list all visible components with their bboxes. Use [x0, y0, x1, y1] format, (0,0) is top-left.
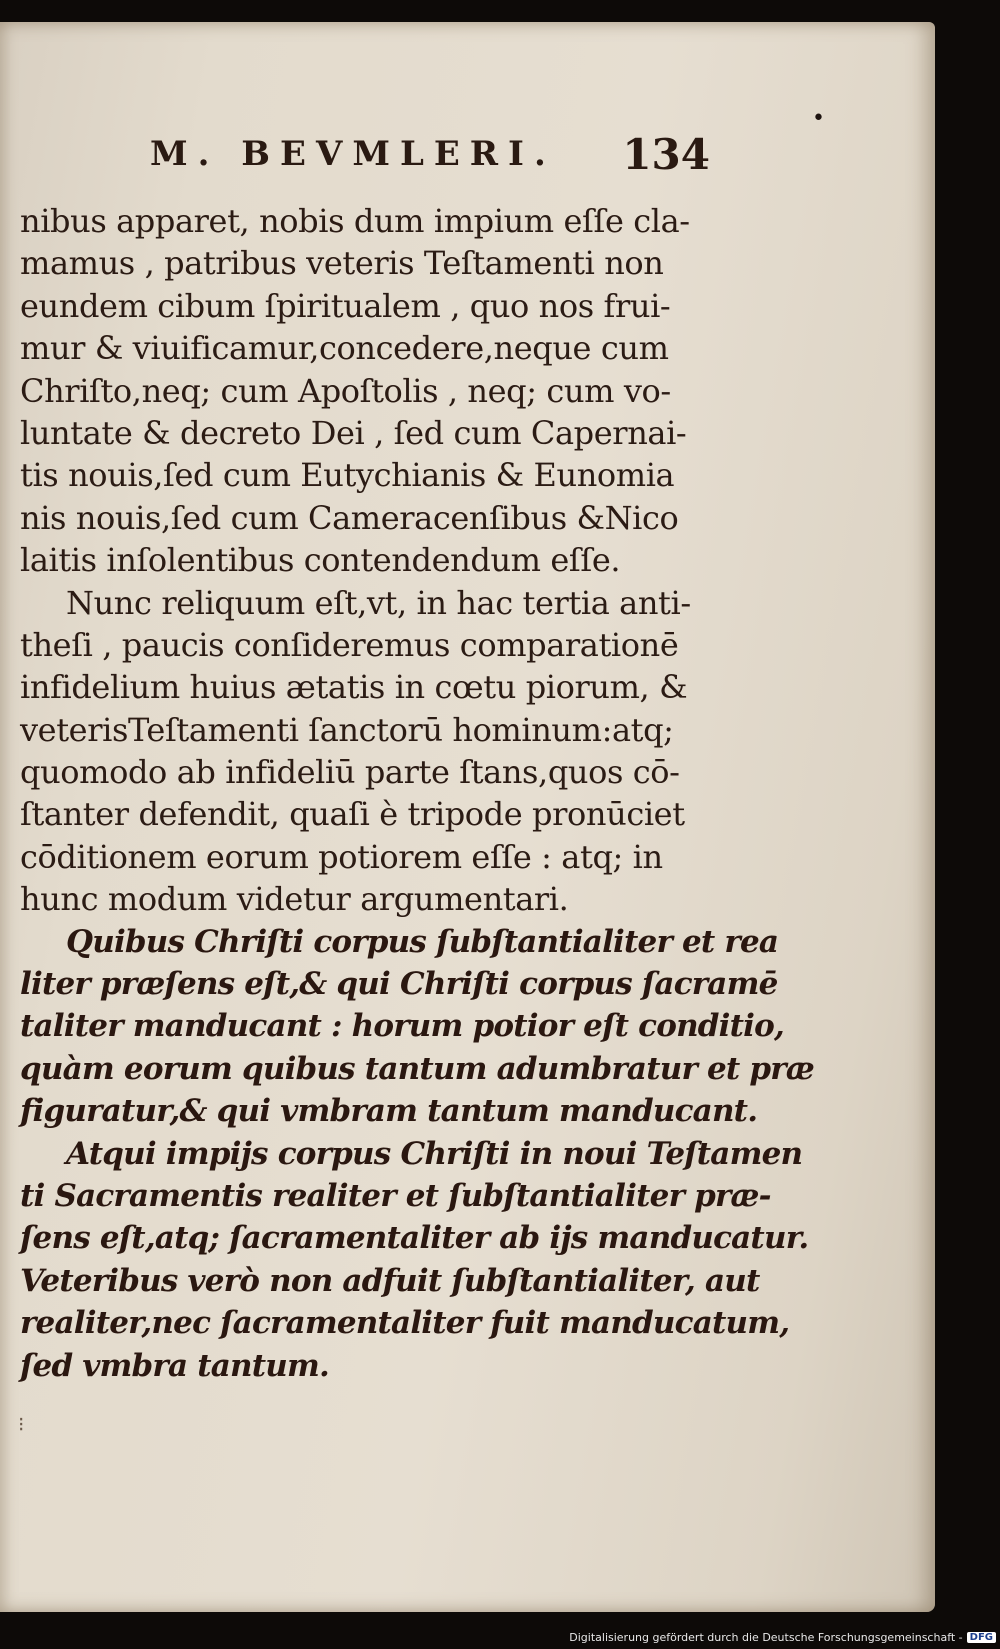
text-line: cōditionem eorum potiorem eſſe : atq; in [20, 837, 663, 876]
text-line: nibus apparet, nobis dum impium eſſe cla- [20, 202, 690, 240]
text-line: tis nouis,ſed cum Eutychianis & Eunomia [20, 456, 675, 495]
text-line: liter præſens eſt,& qui Chriſti corpus ſacramē [20, 966, 778, 1003]
stray-mark: ⁝ [18, 1412, 25, 1436]
running-title: M. BEVMLERI. [150, 134, 556, 174]
text-line: nis nouis,ſed cum Cameracenſibus &Nico [20, 498, 679, 537]
text-line: ſed vmbra tantum. [20, 1347, 330, 1384]
body-text [20, 200, 814, 1387]
text-line: Chriſto,neq; cum Apoſtolis , neq; cum vo- [20, 371, 671, 410]
running-head [150, 130, 710, 194]
text-line: quomodo ab infideliū parte ſtans,quos cō- [20, 753, 680, 792]
text-line: laitis inſolentibus contendendum eſſe. [20, 541, 621, 580]
text-line: luntate & decreto Dei , ſed cum Capernai- [20, 413, 687, 452]
credit-text: Digitalisierung gefördert durch die Deutsche Forschungsgemeinschaft - [569, 1630, 963, 1644]
text-line: Atqui impijs corpus Chriſti in noui Teſtamen [66, 1135, 803, 1172]
text-line: quàm eorum quibus tantum adumbratur et præ [20, 1050, 814, 1087]
text-line: Nunc reliquum eſt,vt, in hac tertia anti- [66, 583, 691, 622]
text-line: ti Sacramentis realiter et ſubſtantialiter præ- [20, 1177, 771, 1214]
text-line: theſi , paucis conſideremus comparationē [20, 625, 679, 664]
text-line: veterisTeſtamenti ſanctorū hominum:atq; [20, 710, 674, 749]
text-line: Quibus Chriſti corpus ſubſtantialiter et rea [66, 923, 779, 960]
text-line: mamus , patribus veteris Teſtamenti non [20, 244, 664, 283]
text-line: taliter manducant : horum potior eſt conditio, [20, 1008, 785, 1045]
text-line: Veteribus verò non adfuit ſubſtantialiter, aut [20, 1262, 760, 1299]
dfg-logo-icon: DFG [967, 1632, 996, 1643]
text-line: figuratur,& qui vmbram tantum manducant. [20, 1093, 758, 1130]
text-line: eundem cibum ſpiritualem , quo nos frui- [20, 286, 671, 325]
digitization-credit [569, 1629, 996, 1645]
printer-mark: • [812, 106, 825, 131]
text-line: ſtanter defendit, quaſi è tripode pronūciet [20, 795, 685, 834]
page-number: 134 [622, 130, 710, 179]
text-line: hunc modum videtur argumentari. [20, 880, 569, 919]
text-line: infidelium huius ætatis in cœtu piorum, & [20, 668, 688, 707]
text-line: mur & viuificamur,concedere,neque cum [20, 329, 669, 368]
book-page [0, 22, 935, 1612]
italic-syllogism [20, 921, 814, 1387]
text-line: ſens eſt,atq; ſacramentaliter ab ijs manducatur. [20, 1220, 809, 1257]
roman-paragraphs [20, 200, 710, 921]
text-line: realiter,nec ſacramentaliter fuit manducatum, [20, 1305, 790, 1342]
